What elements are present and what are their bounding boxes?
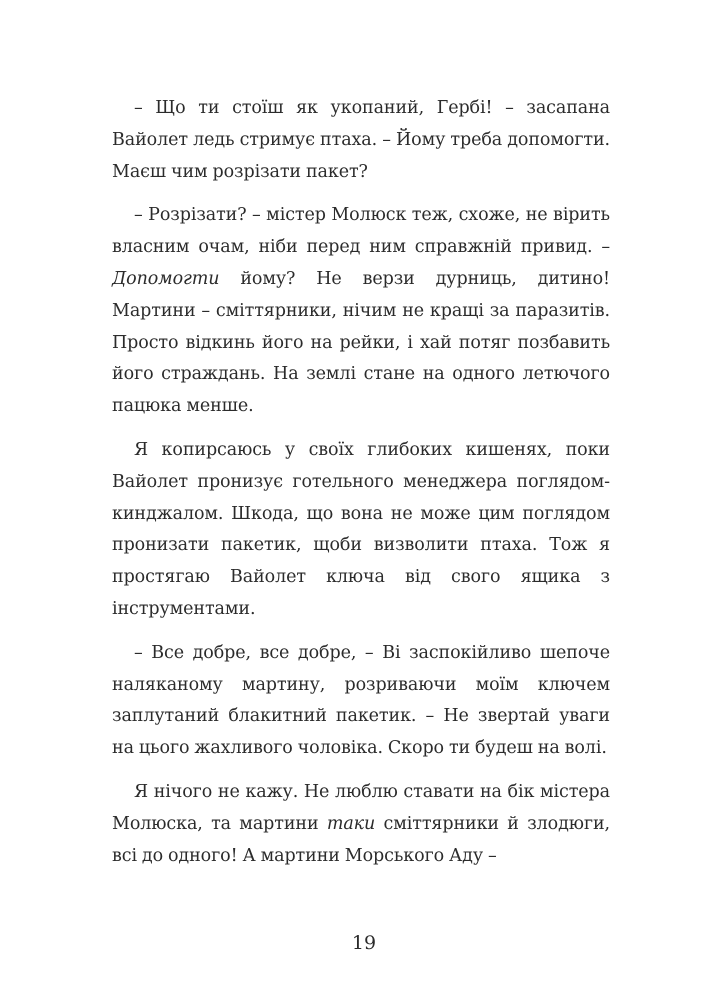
page-number: 19 (351, 932, 377, 954)
text-segment: – Розрізати? – містер Молюск теж, схоже, не вірить власним очам, ніби перед ним справжній привид. – (112, 205, 610, 258)
text-segment: йому? Не верзи дурниць, дитино! Мартини – сміттярники, нічим не кращі за паразитів. Просто відкинь його на рейки, і хай потяг позбавить його страждань. На землі стане на одного летючого пацюка менше. (112, 268, 610, 417)
paragraph (112, 638, 610, 765)
italic-segment: Допомогти (112, 268, 220, 289)
paragraph (112, 777, 610, 872)
body-text (112, 93, 610, 884)
text-segment: Я нічого не кажу. Не люблю ставати на бік містера Молюска, та мартини (112, 781, 610, 834)
paragraph (112, 435, 610, 626)
text-segment: – Що ти стоїш як укопаний, Гербі! – засапана Вайолет ледь стримує птаха. – Йому треба допомогти. Маєш чим розрізати пакет? (112, 98, 610, 182)
text-segment: сміттярники й злодюги, всі до одного! А мартини Морського Аду – (112, 813, 611, 866)
paragraph (112, 200, 610, 423)
text-segment: – Все добре, все добре, – Ві заспокійливо шепоче наляканому мартину, розриваючи моїм ключем заплутаний блакитний пакетик. – Не звертай уваги на цього жахливого чоловіка. Скоро ти будеш на волі. (112, 642, 610, 759)
paragraph (112, 93, 610, 188)
italic-segment: таки (326, 813, 376, 834)
text-segment: Я копирсаюсь у своїх глибоких кишенях, поки Вайолет пронизує готельного менеджера поглядом-кинджалом. Шкода, що вона не може цим поглядом пронизати пакетик, щоби визволити птаха. Тож я простягаю Вайолет ключа від свого ящика з інструментами. (112, 439, 610, 619)
